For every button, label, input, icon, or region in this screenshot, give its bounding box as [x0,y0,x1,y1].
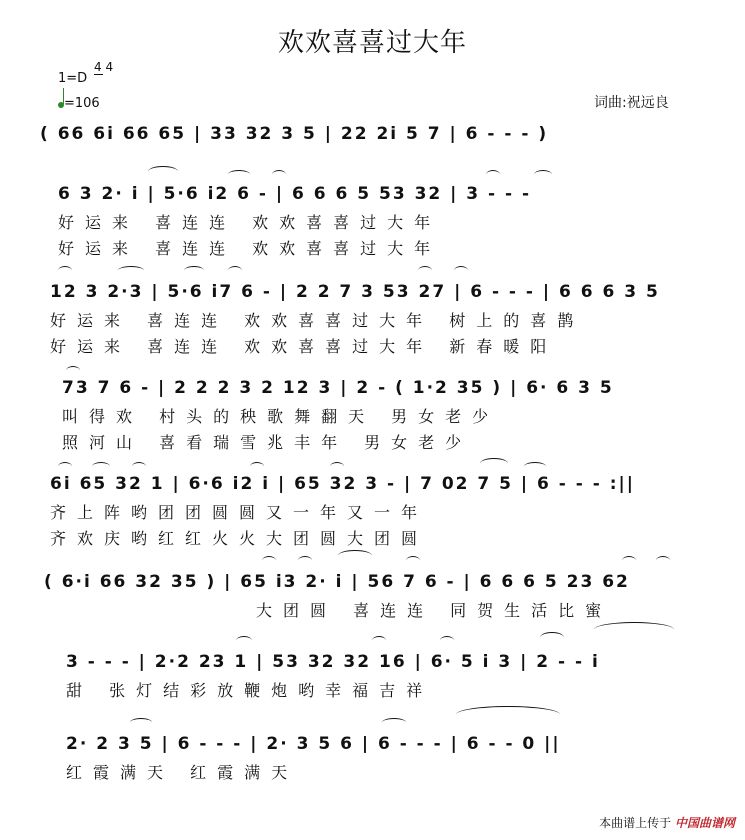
slur [58,462,72,471]
slur [184,266,204,275]
lyrics-line-5b: 齐欢庆哟红红火火大团圆大团圆 [50,529,429,548]
tempo-value: =106 [64,96,100,111]
tempo-mark [58,96,100,111]
slur [656,556,670,565]
quarter-note-icon [58,102,64,108]
lyrics-line-4b: 照河山 喜看瑞雪兆丰年 男女老少 [62,433,473,452]
slur [228,266,242,275]
slur [148,166,178,177]
slur [236,636,252,645]
music-line-3: 12 3 2·3 | 5·6 i7 6 - | 2 2 7 3 53 27 | 6 - - - | 6 6 6 3 5 [50,282,660,302]
slur [330,462,344,471]
slur [228,170,250,179]
lyrics-line-5a: 齐上阵哟团团圆圆又一年又一年 [50,503,429,522]
slur [372,636,386,645]
slur [456,706,560,723]
slur [66,366,80,375]
music-line-6: ( 6·i 66 32 35 ) | 65 i3 2· i | 56 7 6 - | 6 6 6 5 23 62 [44,572,630,592]
music-line-2: 6 3 2· i | 5·6 i2 6 - | 6 6 6 5 53 32 | 3 - - - [58,184,532,204]
time-divider [94,74,103,75]
slur [454,266,468,275]
music-line-7: 3 - - - | 2·2 23 1 | 53 32 32 16 | 6· 5 i 3 | 2 - - i [66,652,600,672]
composer-credit: 词曲:祝远良 [594,95,669,111]
lyrics-line-2a: 好运来 喜连连 欢欢喜喜过大年 [58,213,442,232]
lyrics-line-7: 甜 张灯结彩放鞭炮哟幸福吉祥 [66,681,434,700]
time-bottom: 4 [105,60,114,74]
time-top: 4 [94,60,102,74]
music-line-4: 73 7 6 - | 2 2 2 3 2 12 3 | 2 - ( 1·2 35 ) | 6· 6 3 5 [62,378,614,398]
slur [440,636,454,645]
slur [58,266,72,275]
slur [534,170,552,179]
music-line-5: 6i 65 32 1 | 6·6 i2 i | 65 32 3 - | 7 02 7 5 | 6 - - - :|| [50,474,635,494]
slur [486,170,500,179]
time-signature [94,61,113,73]
slur [250,462,264,471]
site-logo[interactable]: 中国曲谱网 [674,816,735,830]
slur [132,462,146,471]
slur [92,462,110,471]
lyrics-line-6: 大团圆 喜连连 同贺生活比蜜 [256,601,613,620]
slur [298,556,312,565]
music-line-8: 2· 2 3 5 | 6 - - - | 2· 3 5 6 | 6 - - - | 6 - - 0 || [66,734,561,754]
slur [622,556,636,565]
slur [480,458,508,469]
key-signature: 1=D [58,71,88,86]
slur [338,550,372,561]
footer-text: 本曲谱上传于 [599,816,672,830]
lyrics-line-3a: 好运来 喜连连 欢欢喜喜过大年 树上的喜鹊 [50,311,585,330]
slur [262,556,276,565]
slur [272,170,286,179]
slur [540,632,564,643]
lyrics-line-2b: 好运来 喜连连 欢欢喜喜过大年 [58,239,442,258]
song-title: 欢欢喜喜过大年 [277,28,467,58]
lyrics-line-8: 红霞满天 红霞满天 [66,763,299,782]
footer [599,814,735,831]
slur [524,462,546,471]
music-line-1: ( 66 6i 66 65 | 33 32 3 5 | 22 2i 5 7 | 6 - - - ) [40,124,549,144]
slur [594,622,674,637]
lyrics-line-3b: 好运来 喜连连 欢欢喜喜过大年 新春暖阳 [50,337,558,356]
slur [118,266,144,275]
slur [406,556,420,565]
slur [382,718,406,727]
slur [130,718,152,727]
slur [418,266,432,275]
lyrics-line-4a: 叫得欢 村头的秧歌舞翻天 男女老少 [62,407,500,426]
